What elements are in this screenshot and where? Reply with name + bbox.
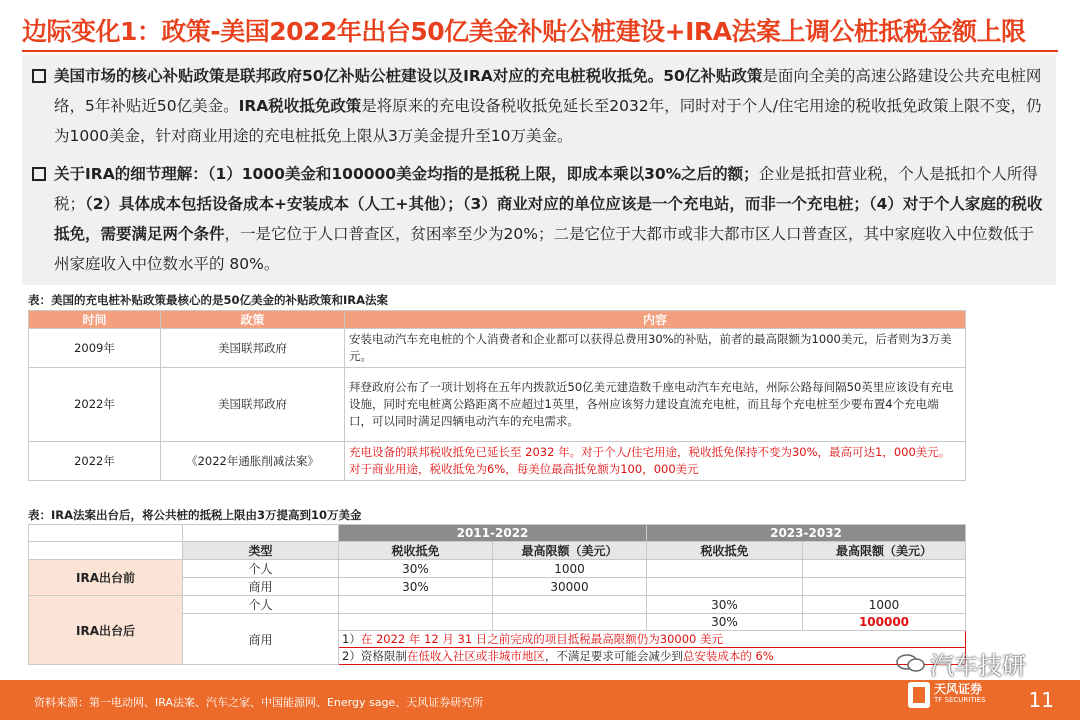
page-number: 11 — [1028, 688, 1054, 712]
p2-bold-1: 关于IRA的细节理解：（1）1000美金和100000美金均指的是抵税上限，即成本乘以30%之后的额； — [54, 165, 759, 183]
table-row — [29, 596, 966, 614]
cell-credit: 30% — [647, 596, 803, 614]
cell-policy: 《2022年通胀削减法案》 — [161, 442, 345, 481]
watermark — [890, 646, 1040, 680]
col-header-limit-1: 最高限额（美元） — [493, 542, 647, 560]
note-2: 2）资格限制在低收入社区或非城市地区，不满足要求可能会减少到总安装成本的 6% — [339, 648, 966, 665]
col-header-policy: 政策 — [161, 311, 345, 329]
cell-time: 2022年 — [29, 442, 161, 481]
cell-time: 2022年 — [29, 368, 161, 442]
policy-table — [28, 310, 966, 481]
table-row — [29, 442, 966, 481]
p2-text-2: ，一是它位于人口普查区，贫困率至少为20%；二是它位于大都市或非大都市区人口普查区，其中家庭收入中位数低于州家庭收入中位数水平的 80%。 — [54, 225, 1034, 273]
tf-securities-logo — [898, 676, 998, 712]
cell-limit: 1000 — [803, 596, 966, 614]
col-header-credit-2: 税收抵免 — [647, 542, 803, 560]
table-row — [29, 368, 966, 442]
cell-type: 个人 — [183, 596, 339, 614]
summary-box — [22, 55, 1056, 285]
p2-bold-2: （2）具体成本包括设备成本+安装成本（人工+其他）；（3）商业对应的单位应该是一个充电站，而非一个充电桩；（4）对于个人家庭的税收抵免，需要满足两个条件 — [54, 195, 1043, 243]
logo-text: 天风证券 — [934, 682, 983, 696]
cell-limit: 100000 — [803, 614, 966, 631]
cell-credit: 30% — [339, 560, 493, 578]
table2-caption: 表：IRA法案出台后，将公共桩的抵税上限由3万提高到10万美金 — [28, 508, 362, 522]
square-bullet-icon — [32, 167, 46, 181]
p1-text-1: 是面向全美的高速公路建设公共充电桩网络，5年补贴近50亿美金。 — [54, 67, 1042, 115]
group-before-ira: IRA出台前 — [29, 560, 183, 596]
wechat-icon — [896, 654, 926, 672]
title-divider — [22, 50, 1058, 52]
table1-caption: 表：美国的充电桩补贴政策最核心的是50亿美金的补贴政策和IRA法案 — [28, 293, 389, 307]
cell-limit: 1000 — [493, 560, 647, 578]
cell-policy: 美国联邦政府 — [161, 368, 345, 442]
col-header-credit-1: 税收抵免 — [339, 542, 493, 560]
watermark-text: 汽车技研 — [930, 652, 1026, 680]
period-header-row — [29, 525, 966, 542]
logo-subtext: TF SECURITIES — [934, 696, 986, 704]
summary-paragraph-1 — [32, 61, 1046, 151]
ira-limit-table — [28, 524, 966, 665]
column-header-row — [29, 542, 966, 560]
cell-type: 商用 — [183, 614, 339, 665]
page-title: 边际变化1：政策-美国2022年出台50亿美金补贴公桩建设+IRA法案上调公桩抵税金额上限 — [22, 17, 1026, 46]
square-bullet-icon — [32, 69, 46, 83]
cell-limit: 30000 — [493, 578, 647, 596]
cell-type: 商用 — [183, 578, 339, 596]
cell-policy: 美国联邦政府 — [161, 329, 345, 368]
col-header-time: 时间 — [29, 311, 161, 329]
col-header-content: 内容 — [345, 311, 966, 329]
period-header-2011-2022: 2011-2022 — [339, 525, 647, 542]
p2-text-1: 企业是抵扣营业税，个人是抵扣个人所得税； — [54, 165, 1038, 213]
table-row — [29, 560, 966, 578]
source-note: 资料来源：第一电动网、IRA法案、汽车之家、中国能源网、Energy sage、天风证券研究所 — [34, 696, 484, 709]
table-header-row — [29, 311, 966, 329]
cell-credit: 30% — [339, 578, 493, 596]
col-header-type: 类型 — [183, 542, 339, 560]
cell-content: 充电设备的联邦税收抵免已延长至 2032 年。对于个人/住宅用途，税收抵免保持不变为30%，最高可达1，000美元。对于商业用途，税收抵免为6%，每美位最高抵免额为100，000美元 — [345, 442, 966, 481]
table-row — [29, 329, 966, 368]
logo-icon — [908, 682, 930, 708]
col-header-limit-2: 最高限额（美元） — [803, 542, 966, 560]
note-1: 1）在 2022 年 12 月 31 日之前完成的项目抵税最高限额仍为30000 美元 — [339, 631, 966, 648]
p1-text-2: 是将原来的充电设备税收抵免延长至2032年，同时对于个人/住宅用途的税收抵免政策上限不变，仍为1000美金，针对商业用途的充电桩抵免上限从3万美金提升至10万美金。 — [54, 97, 1042, 145]
cell-content: 拜登政府公布了一项计划将在五年内拨款近50亿美元建造数千座电动汽车充电站，州际公路每间隔50英里应该设有充电设施，同时充电桩离公路距离不应超过1英里，各州应该努力建设直流充电桩，而且每个充电桩至少要布置4个充电端口，可以同时满足四辆电动汽车的充电需求。 — [345, 368, 966, 442]
cell-content: 安装电动汽车充电桩的个人消费者和企业都可以获得总费用30%的补贴，前者的最高限额为1000美元，后者则为3万美元。 — [345, 329, 966, 368]
p1-bold-1: 美国市场的核心补贴政策是联邦政府50亿补贴公桩建设以及IRA对应的充电桩税收抵免。50亿补贴政策 — [54, 67, 763, 85]
cell-credit: 30% — [647, 614, 803, 631]
period-header-2023-2032: 2023-2032 — [647, 525, 966, 542]
cell-time: 2009年 — [29, 329, 161, 368]
summary-paragraph-2 — [32, 159, 1046, 279]
p1-bold-2: IRA税收抵免政策 — [238, 97, 362, 115]
group-after-ira: IRA出台后 — [29, 596, 183, 665]
cell-type: 个人 — [183, 560, 339, 578]
